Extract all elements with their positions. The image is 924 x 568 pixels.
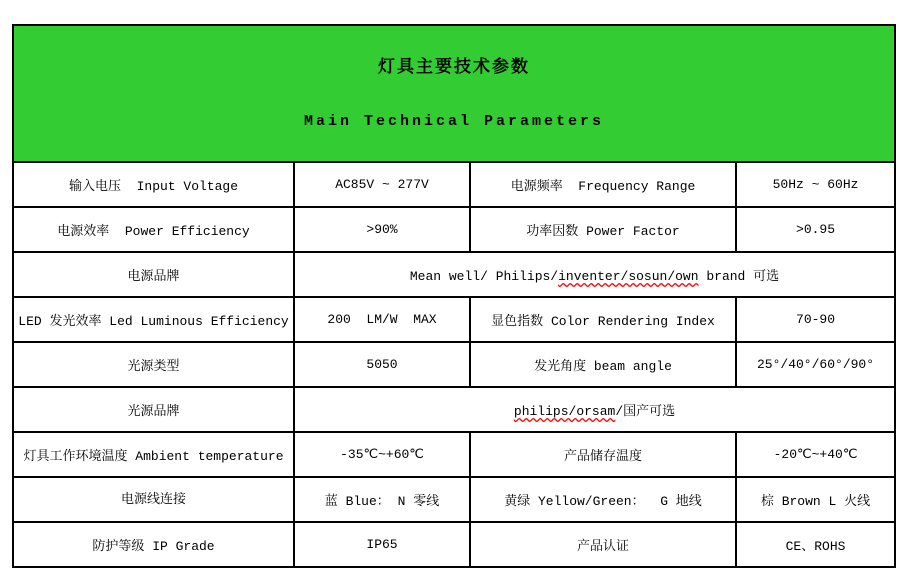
- power-efficiency-label: 电源效率 Power Efficiency: [13, 207, 294, 252]
- power-brand-text-misspelled: inventer/sosun/own: [558, 269, 699, 284]
- certification-value: CE、ROHS: [736, 522, 895, 567]
- table-row-wire-connection: [13, 477, 895, 522]
- wire-ground-value: 黄绿 Yellow/Green： G 地线: [470, 477, 736, 522]
- ambient-temperature-value: -35℃~+60℃: [294, 432, 470, 477]
- color-rendering-index-label: 显色指数 Color Rendering Index: [470, 297, 736, 342]
- storage-temperature-label: 产品储存温度: [470, 432, 736, 477]
- light-source-brand-text-misspelled: philips/orsam: [513, 404, 616, 419]
- light-source-type-value: 5050: [294, 342, 470, 387]
- ip-grade-value: IP65: [294, 522, 470, 567]
- ip-grade-label: 防护等级 IP Grade: [13, 522, 294, 567]
- wire-live-value: 棕 Brown L 火线: [736, 477, 895, 522]
- wire-neutral-value: 蓝 Blue： N 零线: [294, 477, 470, 522]
- light-source-brand-text-post: /国产可选: [615, 404, 676, 419]
- power-brand-value: [294, 252, 895, 297]
- frequency-range-value: 50Hz ~ 60Hz: [736, 162, 895, 207]
- light-source-brand-label: 光源品牌: [13, 387, 294, 432]
- beam-angle-value: 25°/40°/60°/90°: [736, 342, 895, 387]
- wire-connection-label: 电源线连接: [13, 477, 294, 522]
- certification-label: 产品认证: [470, 522, 736, 567]
- parameters-table: [12, 24, 896, 568]
- table-row-light-source-type: [13, 342, 895, 387]
- table-row-ambient-temperature: [13, 432, 895, 477]
- frequency-range-label: 电源频率 Frequency Range: [470, 162, 736, 207]
- power-factor-label: 功率因数 Power Factor: [470, 207, 736, 252]
- header-row: [13, 25, 895, 162]
- table-row-ip-grade: [13, 522, 895, 567]
- table-row-luminous-efficiency: [13, 297, 895, 342]
- ambient-temperature-label: 灯具工作环境温度 Ambient temperature: [13, 432, 294, 477]
- power-efficiency-value: >90%: [294, 207, 470, 252]
- beam-angle-label: 发光角度 beam angle: [470, 342, 736, 387]
- power-factor-value: >0.95: [736, 207, 895, 252]
- table-row-power-efficiency: [13, 207, 895, 252]
- luminous-efficiency-value: 200 LM/W MAX: [294, 297, 470, 342]
- table-row-power-brand: [13, 252, 895, 297]
- color-rendering-index-value: 70-90: [736, 297, 895, 342]
- power-brand-text-post: brand 可选: [698, 269, 780, 284]
- table-row-input-voltage: [13, 162, 895, 207]
- table-header: [13, 25, 895, 162]
- power-brand-label: 电源品牌: [13, 252, 294, 297]
- light-source-type-label: 光源类型: [13, 342, 294, 387]
- input-voltage-label: 输入电压 Input Voltage: [13, 162, 294, 207]
- header-title-zh: 灯具主要技术参数: [378, 59, 531, 78]
- table-row-light-source-brand: [13, 387, 895, 432]
- luminous-efficiency-label: LED 发光效率 Led Luminous Efficiency: [13, 297, 294, 342]
- header-title-en: Main Technical Parameters: [304, 112, 605, 130]
- power-brand-text-pre: Mean well/ Philips/: [409, 269, 559, 284]
- input-voltage-value: AC85V ~ 277V: [294, 162, 470, 207]
- light-source-brand-value: [294, 387, 895, 432]
- storage-temperature-value: -20℃~+40℃: [736, 432, 895, 477]
